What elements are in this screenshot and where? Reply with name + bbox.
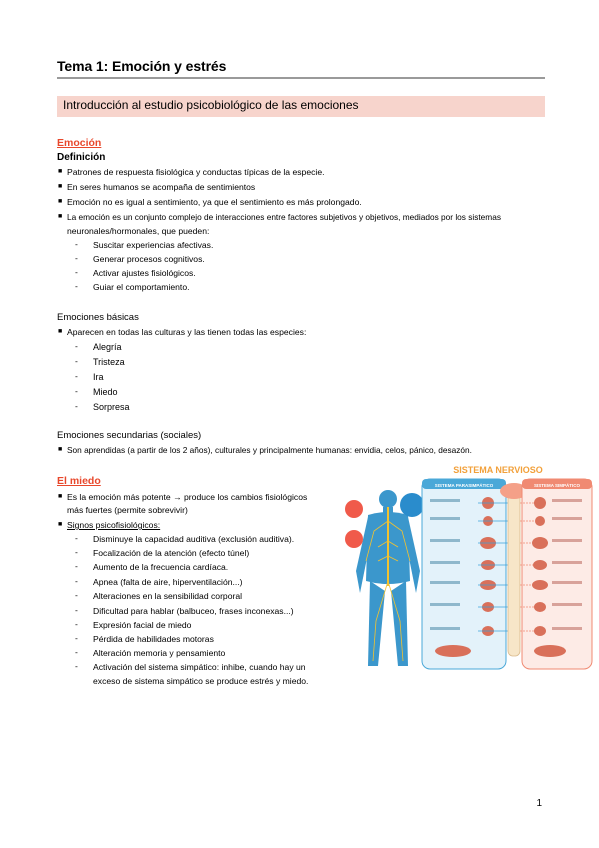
list-item: La emoción es un conjunto complejo de interacciones entre factores subjetivos y objetivos, mediados por los sistemas	[67, 212, 501, 222]
signos-heading: Signos psicofisiológicos:	[67, 520, 161, 530]
dash-marker: -	[75, 281, 78, 291]
list-subitem: Apnea (falta de aire, hiperventilación...)	[93, 577, 243, 587]
list-subitem: Aumento de la frecuencia cardíaca.	[93, 562, 229, 572]
list-subitem: Tristeza	[93, 357, 125, 367]
list-item-continuation: más fuertes (permite sobrevivir)	[67, 505, 188, 515]
dash-marker: -	[75, 633, 78, 643]
list-subitem: Alegría	[93, 342, 122, 352]
bullet-marker: ■	[58, 198, 63, 205]
miedo-heading: El miedo	[57, 475, 101, 487]
dash-marker: -	[75, 561, 78, 571]
emocion-heading: Emoción	[57, 137, 102, 149]
bullet-marker: ■	[58, 213, 63, 220]
dash-marker: -	[75, 341, 78, 351]
bullet-marker: ■	[58, 493, 63, 500]
list-subitem-continuation: exceso de sistema simpático se produce estrés y miedo.	[93, 676, 309, 686]
dash-marker: -	[75, 371, 78, 381]
list-subitem: Guiar el comportamiento.	[93, 282, 190, 292]
dash-marker: -	[75, 253, 78, 263]
sympathetic-panel	[520, 479, 592, 669]
bullet-marker: ■	[58, 168, 63, 175]
list-subitem: Pérdida de habilidades motoras	[93, 634, 214, 644]
list-subitem: Activación del sistema simpático: inhibe, cuando hay un	[93, 662, 306, 672]
dash-marker: -	[75, 401, 78, 411]
dash-marker: -	[75, 605, 78, 615]
figure-title: SISTEMA NERVIOSO	[453, 465, 543, 475]
definicion-heading: Definición	[57, 152, 106, 163]
sympathetic-title: SISTEMA SIMPÁTICO	[533, 483, 581, 488]
dash-marker: -	[75, 356, 78, 366]
dash-marker: -	[75, 647, 78, 657]
list-subitem: Dificultad para hablar (balbuceo, frases inconexas...)	[93, 606, 294, 616]
list-subitem: Disminuye la capacidad auditiva (exclusión auditiva).	[93, 534, 295, 544]
bullet-marker: ■	[58, 328, 63, 335]
list-item: Son aprendidas (a partir de los 2 años), culturales y principalmente humanas: envidia, celos, pánico, desazón.	[67, 445, 472, 455]
dash-marker: -	[75, 533, 78, 543]
bullet-marker: ■	[58, 183, 63, 190]
nervous-system-figure	[338, 461, 593, 681]
list-subitem: Alteraciones en la sensibilidad corporal	[93, 591, 243, 601]
list-subitem: Generar procesos cognitivos.	[93, 254, 205, 264]
dash-marker: -	[75, 239, 78, 249]
basicas-heading: Emociones básicas	[57, 312, 139, 323]
list-subitem: Expresión facial de miedo	[93, 620, 192, 630]
dash-marker: -	[75, 590, 78, 600]
list-subitem: Focalización de la atención (efecto túnel)	[93, 548, 250, 558]
secundarias-heading: Emociones secundarias (sociales)	[57, 430, 202, 441]
list-subitem: Miedo	[93, 387, 118, 397]
list-item: Aparecen en todas las culturas y las tienen todas las especies:	[67, 327, 307, 337]
list-subitem: Suscitar experiencias afectivas.	[93, 240, 214, 250]
list-subitem: Activar ajustes fisiológicos.	[93, 268, 196, 278]
dash-marker: -	[75, 619, 78, 629]
section-title: Introducción al estudio psicobiológico de las emociones	[63, 98, 359, 112]
title-divider	[57, 77, 545, 79]
dash-marker: -	[75, 576, 78, 586]
bullet-marker: ■	[58, 446, 63, 453]
page-title: Tema 1: Emoción y estrés	[57, 58, 227, 74]
list-item: Patrones de respuesta fisiológica y conductas típicas de la especie.	[67, 167, 325, 177]
list-item: En seres humanos se acompaña de sentimientos	[67, 182, 256, 192]
bullet-marker: ■	[58, 521, 63, 528]
section-band	[57, 96, 545, 117]
list-subitem: Sorpresa	[93, 402, 130, 412]
dash-marker: -	[75, 661, 78, 671]
nervous-system-illustration	[338, 461, 593, 681]
parasympathetic-title: SISTEMA PARASIMPÁTICO	[434, 483, 494, 488]
dash-marker: -	[75, 267, 78, 277]
list-item: Emoción no es igual a sentimiento, ya que el sentimiento es más prolongado.	[67, 197, 362, 207]
parasympathetic-panel	[422, 479, 516, 669]
list-subitem: Ira	[93, 372, 104, 382]
dash-marker: -	[75, 547, 78, 557]
info-circle-icon	[400, 493, 424, 517]
info-circle-icon	[345, 500, 363, 518]
info-circle-icon	[345, 530, 363, 548]
list-subitem: Alteración memoria y pensamiento	[93, 648, 226, 658]
list-item-continuation: neuronales/hormonales, que pueden:	[67, 226, 210, 236]
dash-marker: -	[75, 386, 78, 396]
page-number: 1	[536, 798, 542, 809]
list-item: Es la emoción más potente → produce los cambios fisiológicos	[67, 492, 308, 502]
